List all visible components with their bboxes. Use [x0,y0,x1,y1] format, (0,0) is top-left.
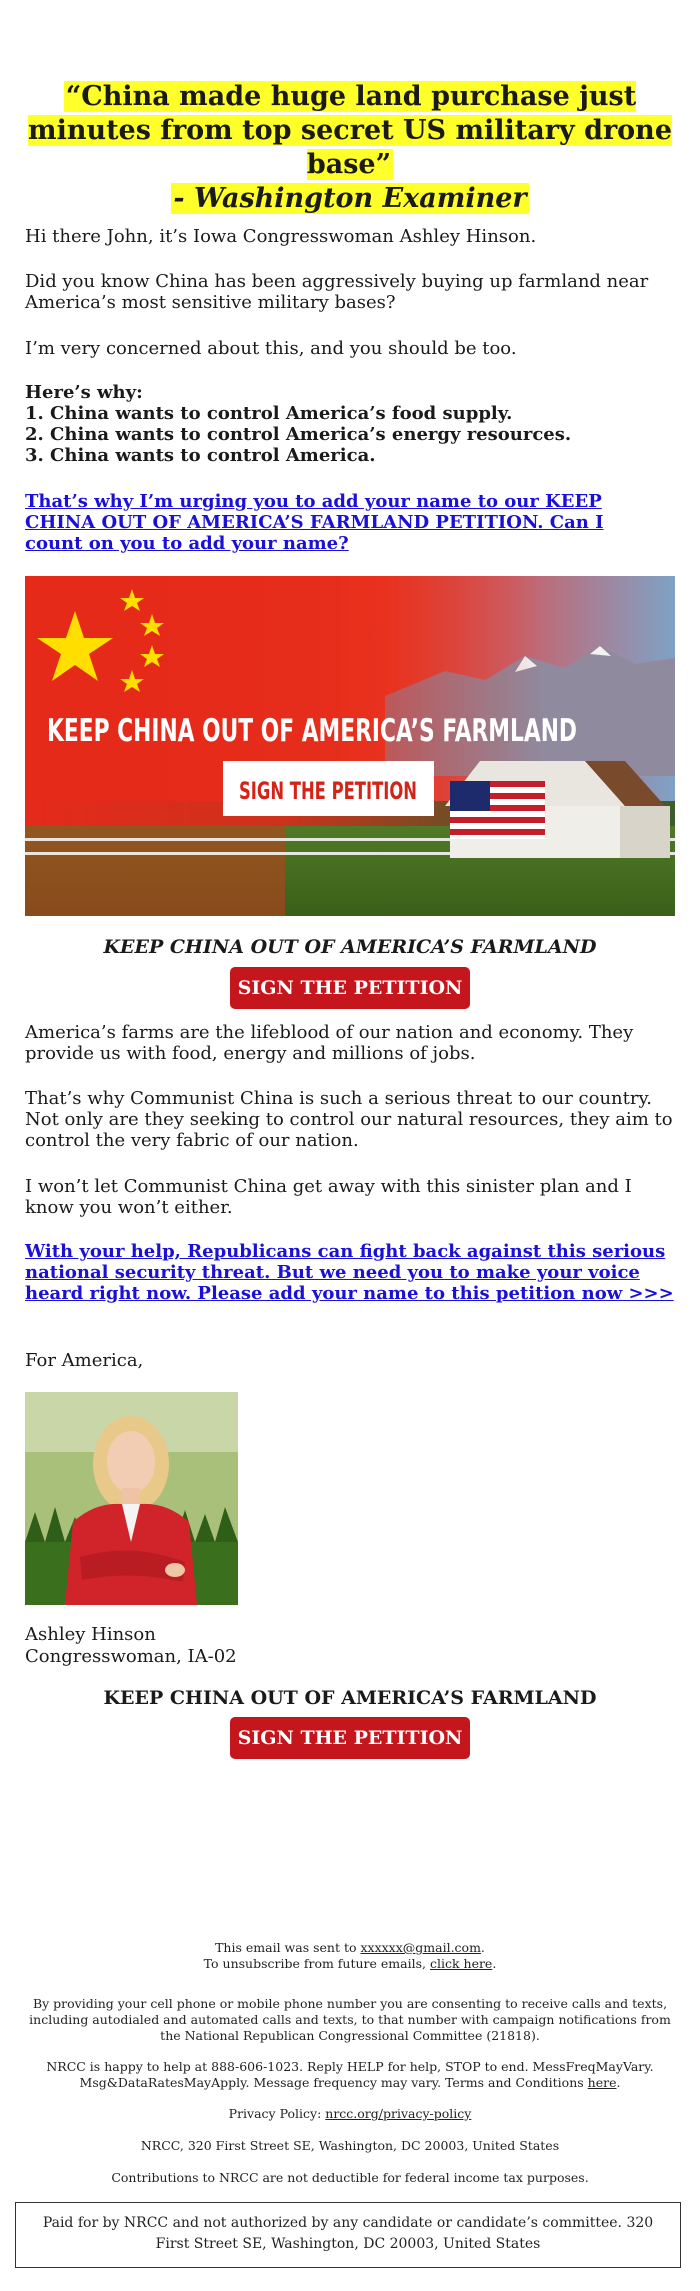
sent-to-suffix: . [480,1940,485,1955]
banner-headline: KEEP CHINA OUT OF AMERICA’S FARMLAND [47,713,577,749]
greeting: Hi there John, it’s Iowa Congresswoman Ashley Hinson. [25,226,537,247]
headline [25,80,675,216]
sent-to-label: This email was sent to [215,1940,361,1955]
reason-item-2: 2. China wants to control America’s energy resources. [25,424,572,445]
footer-sms [25,2059,675,2091]
footer-privacy [25,2106,675,2122]
terms-link[interactable]: here [587,2075,617,2090]
footer-address: NRCC, 320 First Street SE, Washington, DC 20003, United States [140,2138,560,2153]
privacy-policy-link[interactable]: nrcc.org/privacy-policy [325,2106,472,2121]
unsubscribe-suffix: . [492,1956,497,1971]
cta-title-bottom: KEEP CHINA OUT OF AMERICA’S FARMLAND [103,1687,597,1709]
paid-for-disclaimer: Paid for by NRCC and not authorized by any candidate or candidate’s committee. 320 First Street SE, Washington, DC 20003, United States [15,2202,681,2268]
footer-consent: By providing your cell phone or mobile phone number you are consenting to receive calls and texts, including autodialed and automated calls and texts, to that number with campaign notifications from the National Republican Congressional Committee (21818). [29,1996,671,2043]
unsubscribe-label: To unsubscribe from future emails, [203,1956,430,1971]
sms-terms-text: NRCC is happy to help at 888-606-1023. Reply HELP for help, STOP to end. MessFreqMayVary. Msg&DataRatesMayApply. Message frequency may vary. Terms and Conditions [46,2059,654,2090]
barn-flag-icon [450,781,545,839]
body-paragraph-2: That’s why Communist China is such a serious threat to our country. Not only are they seeking to control our natural resources, they aim to control the very fabric of our nation. [25,1088,673,1151]
privacy-label: Privacy Policy: [228,2106,326,2121]
unsubscribe-link[interactable]: click here [429,1956,493,1971]
congresswoman-photo [25,1392,238,1605]
recipient-email: xxxxxx@gmail.com [360,1940,481,1955]
signer-name: Ashley Hinson [25,1624,156,1645]
cta-title-top: KEEP CHINA OUT OF AMERICA’S FARMLAND [103,936,597,958]
reason-item-1: 1. China wants to control America’s food supply. [25,403,513,424]
signer-title: Congresswoman, IA-02 [25,1646,237,1667]
reasons-heading: Here’s why: [25,382,143,403]
banner-sign-button[interactable]: SIGN THE PETITION [239,777,417,805]
body-paragraph-3: I won’t let Communist China get away with this sinister plan and I know you won’t either. [25,1176,632,1218]
closing: For America, [25,1350,144,1371]
petition-banner[interactable] [25,576,675,916]
question-paragraph: Did you know China has been aggressively buying up farmland near America’s most sensitive military bases? [25,271,649,313]
petition-link-top[interactable]: That’s why I’m urging you to add your name to our KEEP CHINA OUT OF AMERICA’S FARMLAND PETITION. Can I count on you to add your name? [25,491,604,554]
petition-link-bottom[interactable]: With your help, Republicans can fight back against this serious national security threat. But we need you to make your voice heard right now. Please add your name to this petition now >>> [25,1241,674,1304]
body-paragraph-1: America’s farms are the lifeblood of our nation and economy. They provide us with food, energy and millions of jobs. [25,1022,634,1064]
footer-sent-to [25,1940,675,1972]
headline-source: - Washington Examiner [173,183,527,214]
concern-paragraph: I’m very concerned about this, and you should be too. [25,338,517,359]
sign-petition-button-top[interactable]: SIGN THE PETITION [230,967,470,1009]
footer-deductible: Contributions to NRCC are not deductible for federal income tax purposes. [111,2170,589,2185]
sms-suffix: . [616,2075,621,2090]
reason-item-3: 3. China wants to control America. [25,445,376,466]
banner-graphic [25,576,675,916]
headline-quote: “China made huge land purchase just minutes from top secret US military drone base” [28,81,672,180]
sign-petition-button-bottom[interactable]: SIGN THE PETITION [230,1717,470,1759]
reasons-list [25,382,675,466]
